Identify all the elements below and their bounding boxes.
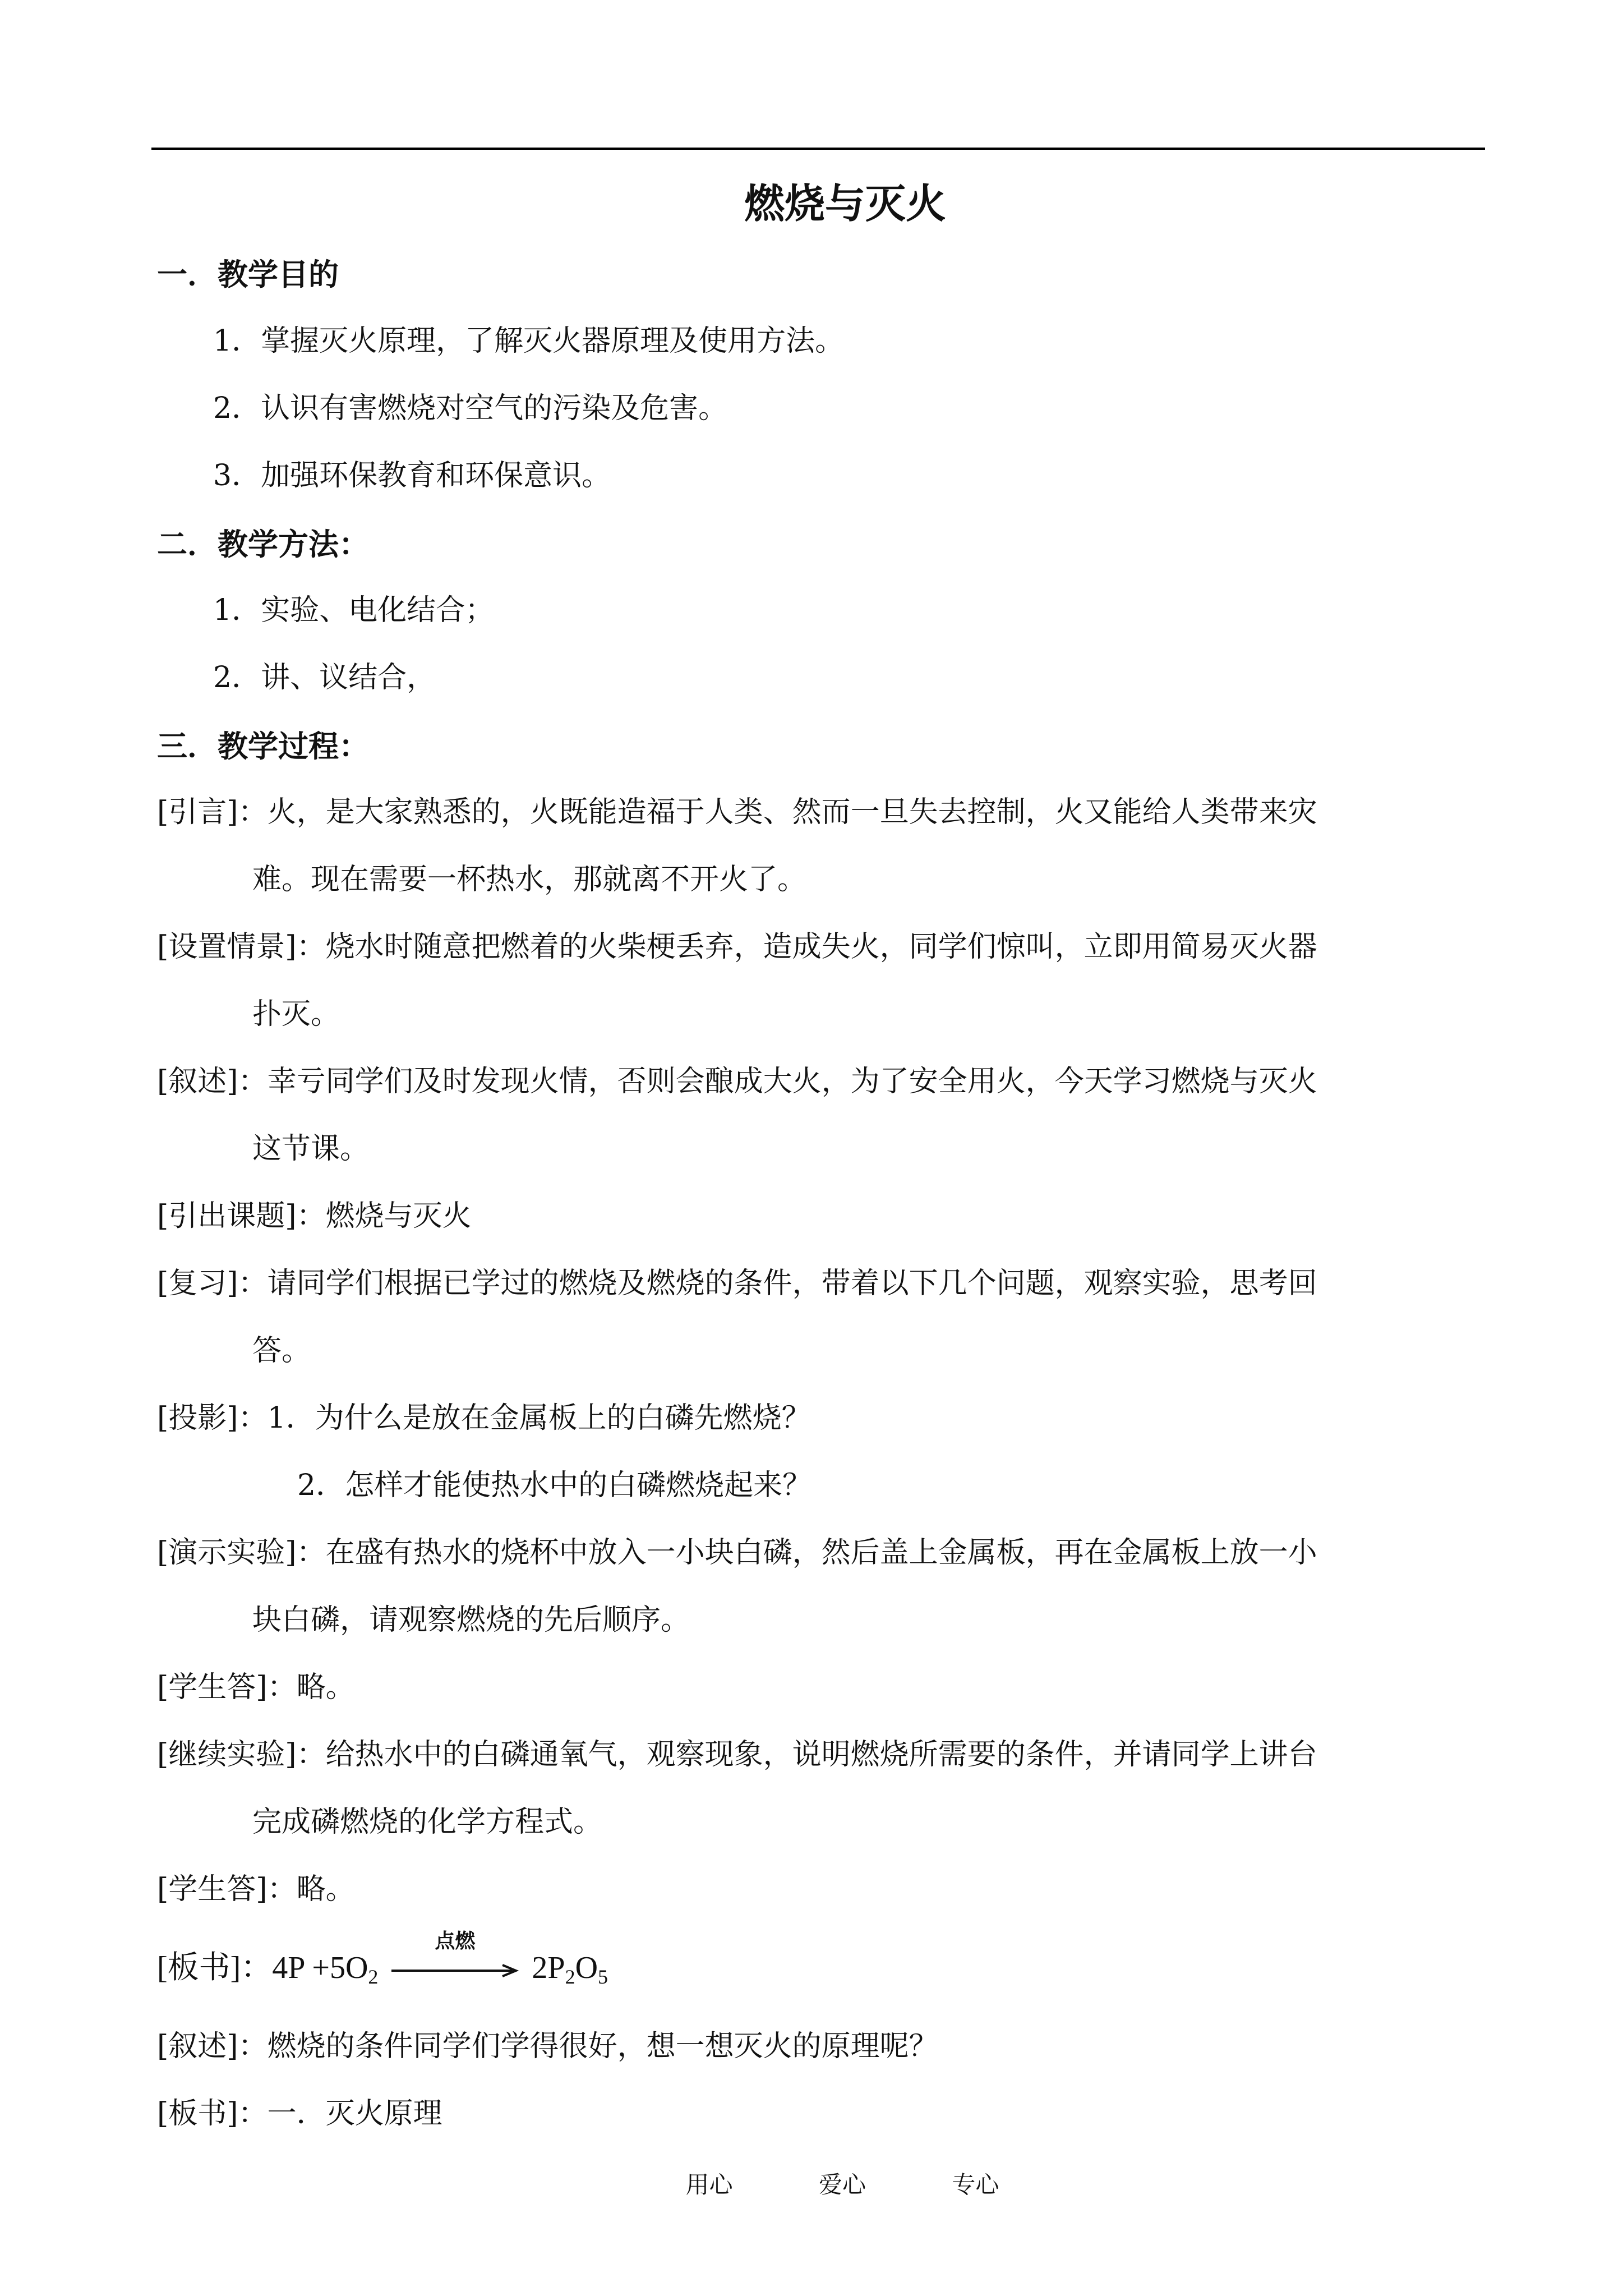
method-item: 2．讲、议结合， (213, 661, 436, 694)
process-paragraph-continuation: 2．怎样才能使热水中的白磷燃烧起来？ (297, 1469, 812, 1502)
equation-prefix: [板书]： (157, 1950, 273, 1985)
process-paragraph: [演示实验]：在盛有热水的烧杯中放入一小块白磷，然后盖上金属板，再在金属板上放一小 (157, 1536, 1317, 1570)
equation-subscript: 5 (598, 1966, 608, 1988)
equation-subscript: 2 (565, 1966, 575, 1988)
equation-term: 5O (329, 1950, 368, 1985)
process-paragraph: [引出课题]：燃烧与灭火 (157, 1199, 472, 1233)
footer-motto: 用心 (685, 2171, 733, 2198)
page-footer (0, 2166, 1623, 2200)
section-heading-methods: 二．教学方法： (157, 527, 369, 562)
process-paragraph: [继续实验]：给热水中的白磷通氧气，观察现象，说明燃烧所需要的条件，并请同学上讲台 (157, 1738, 1317, 1772)
process-paragraph-continuation: 这节课。 (252, 1132, 370, 1166)
objective-item: 2．认识有害燃烧对空气的污染及危害。 (213, 392, 728, 425)
equation-term: O (575, 1950, 598, 1985)
reaction-condition: 点燃 (435, 1930, 476, 1953)
process-paragraph-continuation: 块白磷，请观察燃烧的先后顺序。 (252, 1603, 690, 1637)
section-heading-process: 三．教学过程： (157, 729, 369, 764)
document-title: 燃烧与灭火 (744, 180, 946, 227)
arrow-icon (390, 1954, 519, 1987)
equation-subscript: 2 (368, 1966, 379, 1988)
process-paragraph: [复习]：请同学们根据已学过的燃烧及燃烧的条件，带着以下几个问题，观察实验，思考回 (157, 1267, 1317, 1300)
process-paragraph-continuation: 扑灭。 (252, 997, 340, 1031)
footer-motto: 专心 (952, 2171, 999, 2198)
equation-plus: + (312, 1950, 330, 1985)
equation-term: 2P (532, 1950, 565, 1985)
process-paragraph-continuation: 完成磷燃烧的化学方程式。 (252, 1805, 603, 1839)
process-paragraph-continuation: 答。 (252, 1334, 311, 1368)
method-item: 1．实验、电化结合； (213, 593, 495, 627)
objective-item: 3．加强环保教育和环保意识。 (213, 459, 611, 493)
reaction-arrow (390, 1930, 519, 1987)
process-paragraph: [学生答]：略。 (157, 1671, 355, 1704)
process-paragraph: [叙述]：燃烧的条件同学们学得很好，想一想灭火的原理呢？ (157, 2030, 938, 2063)
section-heading-objectives: 一．教学目的 (157, 257, 339, 292)
chemical-equation (157, 1930, 608, 1988)
process-paragraph-continuation: 难。现在需要一杯热水，那就离不开火了。 (252, 863, 807, 896)
objective-item: 1．掌握灭火原理，了解灭火器原理及使用方法。 (213, 324, 845, 358)
process-paragraph: [投影]：1．为什么是放在金属板上的白磷先燃烧？ (157, 1401, 811, 1435)
process-paragraph: [板书]：一．灭火原理 (157, 2097, 442, 2131)
header-rule (151, 148, 1485, 150)
footer-motto: 爱心 (818, 2171, 866, 2198)
process-paragraph: [叙述]：幸亏同学们及时发现火情，否则会酿成大火，为了安全用火，今天学习燃烧与灭火 (157, 1065, 1317, 1098)
process-paragraph: [引言]：火，是大家熟悉的，火既能造福于人类、然而一旦失去控制，火又能给人类带来灾 (157, 795, 1317, 829)
process-paragraph: [学生答]：略。 (157, 1872, 355, 1906)
equation-term: 4P (272, 1950, 305, 1985)
process-paragraph: [设置情景]：烧水时随意把燃着的火柴梗丢弃，造成失火，同学们惊叫，立即用简易灭火器 (157, 930, 1317, 964)
